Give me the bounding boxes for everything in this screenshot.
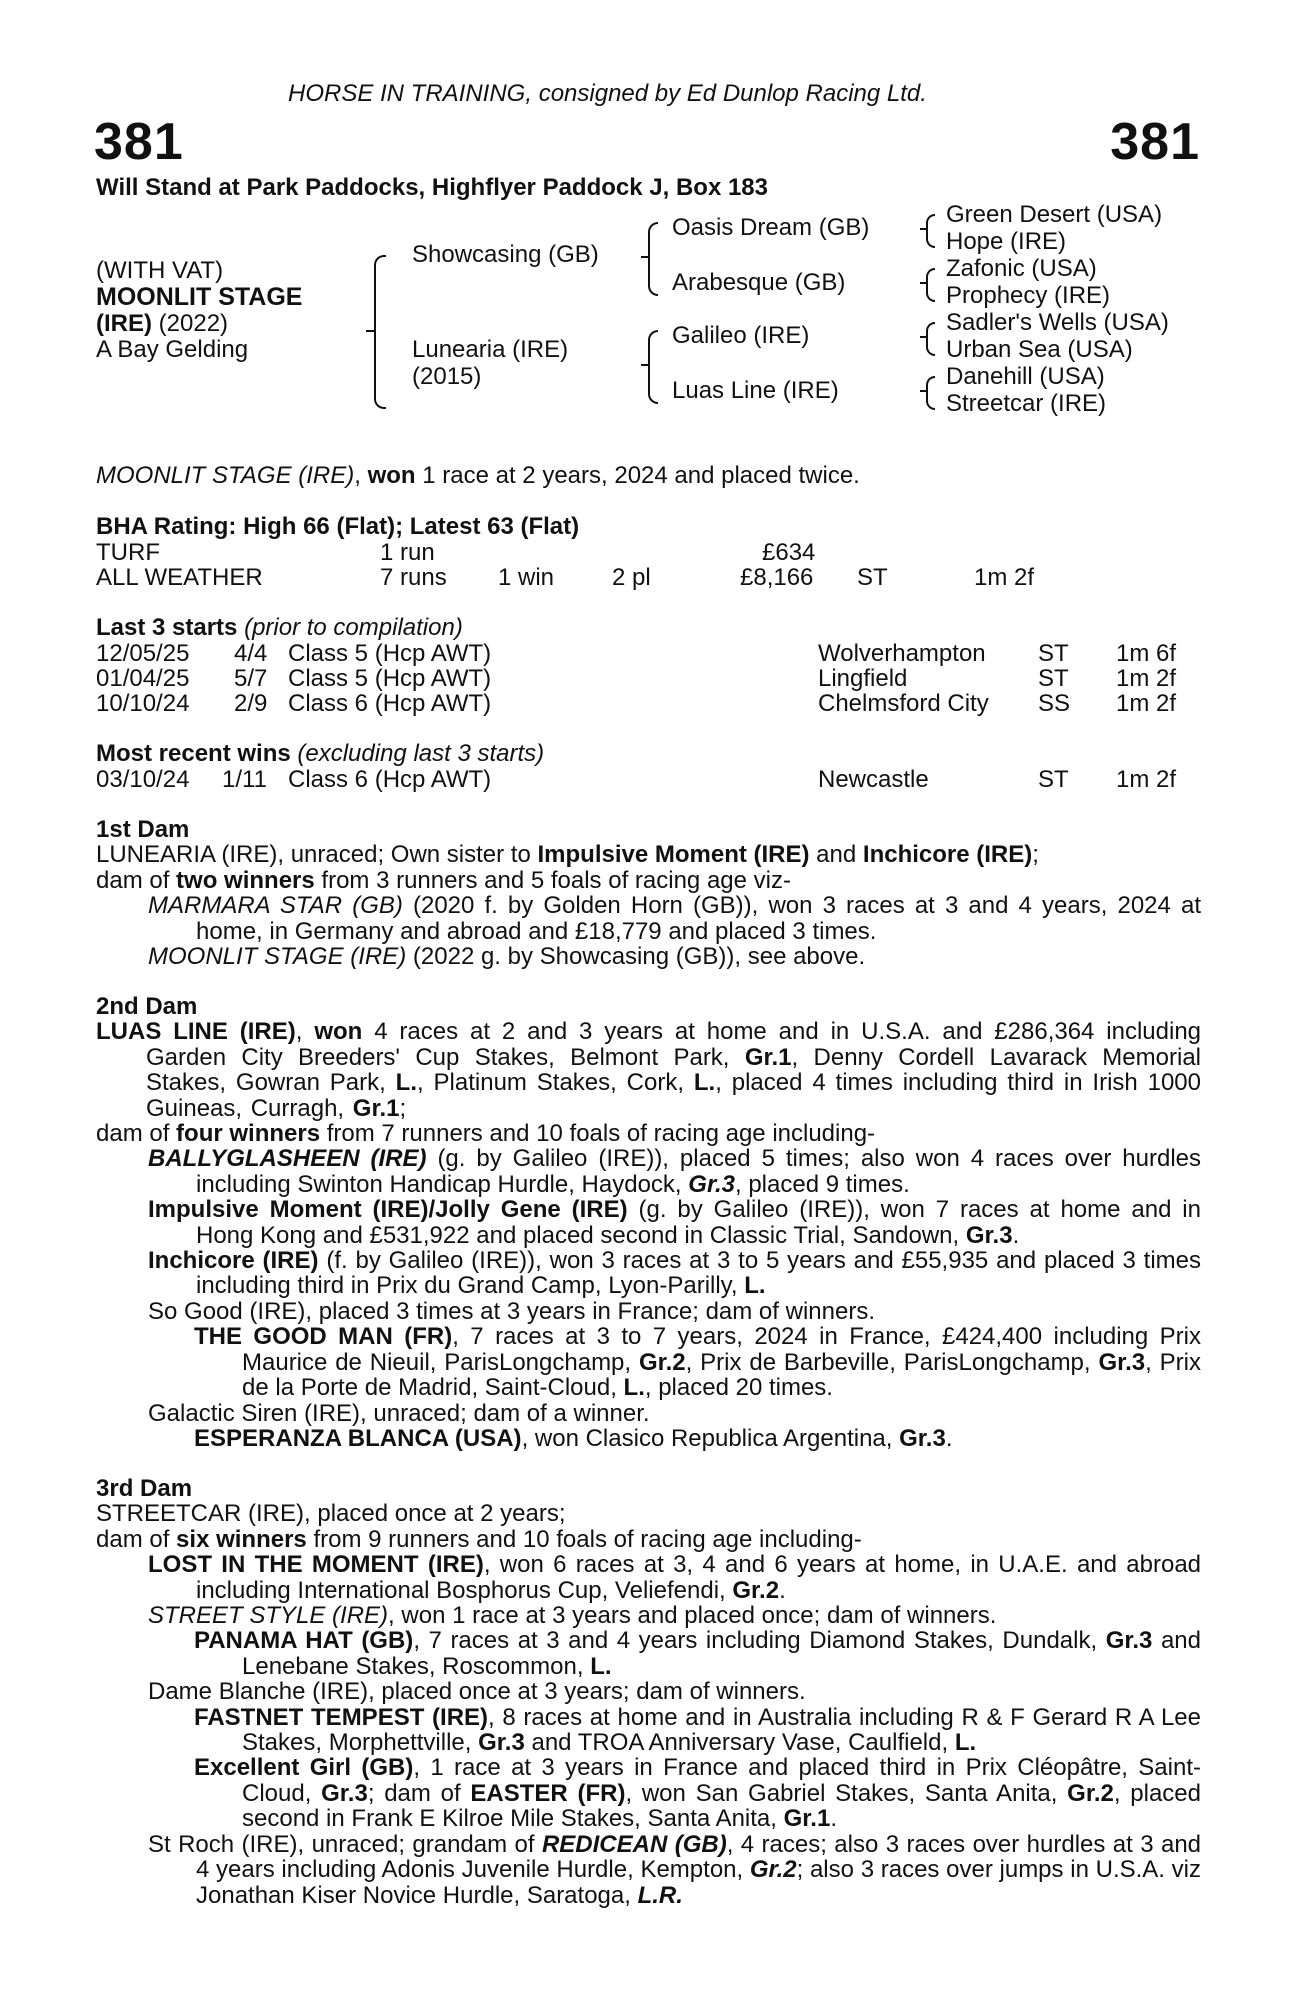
pedigree-brace-g2	[926, 268, 935, 302]
horse-country-year	[96, 311, 228, 337]
last-starts-subtitle: (prior to compilation)	[237, 614, 463, 641]
second-dam-title: 2nd Dam	[96, 993, 198, 1020]
start-surface: SS	[1038, 690, 1071, 717]
third-dam-grandproduce: FASTNET TEMPEST (IRE), 8 races at home and in Australia including R & F Gerard R A Lee Stakes, Morphettville, Gr.3 and TROA Anniversary Vase, Caulfield, L.	[194, 1703, 1201, 1757]
aw-placed: 2 pl	[612, 564, 651, 591]
start-distance: 1m 2f	[1116, 690, 1177, 717]
start-date: 12/05/25	[96, 640, 190, 667]
start-position: 2/9	[234, 690, 268, 717]
pedigree-brace-g2-tip	[920, 282, 927, 284]
pedigree-brace-g4	[926, 376, 935, 410]
third-dam-line2: dam of six winners from 9 runners and 10 foals of racing age including-	[96, 1525, 862, 1553]
win-race: Class 6 (Hcp AWT)	[288, 766, 492, 793]
win-position: 1/11	[222, 766, 267, 793]
third-dam-produce: St Roch (IRE), unraced; grandam of REDICEAN (GB), 4 races; also 3 races over hurdles at 3 and 4 years including Adonis Juvenile Hurdle, Kempton, Gr.2; also 3 races over jumps in U.S.A. viz Jonathan Kiser Novice Hurdle, Saratoga, L.R.	[148, 1830, 1202, 1909]
recent-wins-title: Most recent wins	[96, 740, 291, 767]
pedigree-sire-sire: Oasis Dream (GB)	[672, 214, 870, 241]
start-course: Lingfield	[818, 665, 908, 692]
race-summary: MOONLIT STAGE (IRE), won 1 race at 2 years, 2024 and placed twice.	[96, 462, 860, 489]
pedigree-g1: Green Desert (USA)	[946, 201, 1163, 228]
pedigree-g8: Streetcar (IRE)	[946, 390, 1107, 417]
second-dam-produce: Galactic Siren (IRE), unraced; dam of a winner.	[148, 1399, 650, 1427]
first-dam-produce: MOONLIT STAGE (IRE) (2022 g. by Showcasing (GB)), see above.	[148, 943, 866, 971]
second-dam-record: LUAS LINE (IRE), won 4 races at 2 and 3 years at home and in U.S.A. and £286,364 including Garden City Breeders' Cup Stakes, Belmont Park, Gr.1, Denny Cordell Lavarack Memorial Stakes, Gowran Park, L., Platinum Stakes, Cork, L., placed 4 times including third in Irish 1000 Guineas, Curragh, Gr.1;	[96, 1018, 1202, 1122]
horse-year: (2022)	[152, 310, 229, 337]
second-dam-produce: So Good (IRE), placed 3 times at 3 years in France; dam of winners.	[148, 1297, 875, 1325]
pedigree-sire-dam: Arabesque (GB)	[672, 269, 846, 296]
first-dam-produce: MARMARA STAR (GB) (2020 f. by Golden Horn (GB)), won 3 races at 3 and 4 years, 2024 at home, in Germany and abroad and £18,779 and placed 3 times.	[148, 892, 1201, 945]
second-dam-grandproduce: THE GOOD MAN (FR), 7 races at 3 to 7 years, 2024 in France, £424,400 including Prix Maurice de Nieuil, ParisLongchamp, Gr.2, Prix de Barbeville, ParisLongchamp, Gr.3, Prix de la Porte de Madrid, Saint-Cloud, L., placed 20 times.	[194, 1323, 1201, 1402]
start-course: Chelmsford City	[818, 690, 989, 717]
pedigree-brace-dam-tip	[641, 364, 649, 366]
first-dam-line2: dam of two winners from 3 runners and 5 foals of racing age viz-	[96, 866, 791, 894]
pedigree-g2: Hope (IRE)	[946, 228, 1067, 255]
pedigree-g6: Urban Sea (USA)	[946, 336, 1133, 363]
pedigree-dam-year: (2015)	[412, 363, 482, 390]
third-dam-line1: STREETCAR (IRE), placed once at 2 years;	[96, 1500, 566, 1528]
second-dam-line2: dam of four winners from 7 runners and 10 foals of racing age including-	[96, 1120, 876, 1148]
start-position: 5/7	[234, 665, 268, 692]
start-date: 01/04/25	[96, 665, 190, 692]
aw-surface: ST	[857, 564, 888, 591]
second-dam-grandproduce: ESPERANZA BLANCA (USA), won Clasico Republica Argentina, Gr.3.	[194, 1424, 953, 1452]
start-position: 4/4	[234, 640, 268, 667]
pedigree-g3: Zafonic (USA)	[946, 255, 1097, 282]
turf-runs: 1 run	[380, 539, 435, 566]
first-dam-title: 1st Dam	[96, 816, 190, 843]
last-starts-title: Last 3 starts	[96, 614, 238, 641]
last-starts-heading	[96, 615, 463, 641]
start-surface: ST	[1038, 665, 1069, 692]
summary-won: won	[367, 462, 416, 489]
recent-wins-heading	[96, 741, 544, 767]
lot-number-left: 381	[94, 113, 184, 171]
lot-number-right: 381	[1110, 113, 1200, 171]
pedigree-sire: Showcasing (GB)	[412, 241, 599, 268]
horse-name: MOONLIT STAGE	[96, 283, 303, 311]
pedigree-g7: Danehill (USA)	[946, 363, 1105, 390]
start-surface: ST	[1038, 640, 1069, 667]
start-distance: 1m 2f	[1116, 665, 1177, 692]
third-dam-section	[96, 1476, 1201, 1908]
start-race: Class 6 (Hcp AWT)	[288, 690, 492, 717]
second-dam-section	[96, 994, 1201, 1451]
stand-location: Will Stand at Park Paddocks, Highflyer Paddock J, Box 183	[96, 174, 768, 201]
second-dam-produce: BALLYGLASHEEN (IRE) (g. by Galileo (IRE)), placed 5 times; also won 4 races over hurdles including Swinton Handicap Hurdle, Haydock, Gr.3, placed 9 times.	[148, 1145, 1202, 1198]
start-date: 10/10/24	[96, 690, 190, 717]
win-distance: 1m 2f	[1116, 766, 1177, 793]
start-race: Class 5 (Hcp AWT)	[288, 640, 492, 667]
pedigree-brace-dam	[648, 330, 658, 404]
horse-description: A Bay Gelding	[96, 336, 249, 363]
vat-note: (WITH VAT)	[96, 257, 224, 284]
pedigree-brace-g4-tip	[920, 390, 927, 392]
pedigree-brace-g3	[926, 322, 935, 356]
third-dam-produce: STREET STYLE (IRE), won 1 race at 3 years and placed once; dam of winners.	[148, 1602, 997, 1630]
pedigree-brace-main-tip	[366, 330, 376, 332]
summary-rest: 1 race at 2 years, 2024 and placed twice.	[415, 462, 860, 489]
pedigree-dam-dam: Luas Line (IRE)	[672, 377, 839, 404]
aw-money: £8,166	[740, 564, 814, 591]
start-distance: 1m 6f	[1116, 640, 1177, 667]
start-race: Class 5 (Hcp AWT)	[288, 665, 492, 692]
pedigree-brace-g1	[926, 214, 935, 248]
pedigree-g4: Prophecy (IRE)	[946, 282, 1111, 309]
second-dam-produce: Impulsive Moment (IRE)/Jolly Gene (IRE) (g. by Galileo (IRE)), won 7 races at home and in Hong Kong and £531,922 and placed second in Classic Trial, Sandown, Gr.3.	[148, 1196, 1201, 1249]
turf-label: TURF	[96, 539, 160, 566]
pedigree-g5: Sadler's Wells (USA)	[946, 309, 1169, 336]
third-dam-grandproduce: PANAMA HAT (GB), 7 races at 3 and 4 years including Diamond Stakes, Dundalk, Gr.3 and Lenebane Stakes, Roscommon, L.	[194, 1627, 1202, 1680]
horse-country: (IRE)	[96, 310, 152, 337]
bha-rating: BHA Rating: High 66 (Flat); Latest 63 (Flat)	[96, 513, 580, 540]
win-date: 03/10/24	[96, 766, 190, 793]
third-dam-produce: LOST IN THE MOMENT (IRE), won 6 races at 3, 4 and 6 years at home, in U.A.E. and abroad including International Bosphorus Cup, Veliefendi, Gr.2.	[148, 1551, 1202, 1604]
pedigree-brace-g3-tip	[920, 336, 927, 338]
third-dam-grandproduce: Excellent Girl (GB), 1 race at 3 years in France and placed third in Prix Cléopâtre, Saint-Cloud, Gr.3; dam of EASTER (FR), won San Gabriel Stakes, Santa Anita, Gr.2, placed second in Frank E Kilroe Mile Stakes, Santa Anita, Gr.1.	[194, 1754, 1201, 1833]
pedigree-brace-main	[374, 255, 386, 409]
aw-distance: 1m 2f	[974, 564, 1035, 591]
win-course: Newcastle	[818, 766, 929, 793]
aw-runs: 7 runs	[380, 564, 447, 591]
turf-money: £634	[762, 539, 816, 566]
first-dam-line1: LUNEARIA (IRE), unraced; Own sister to Impulsive Moment (IRE) and Inchicore (IRE);	[96, 841, 1039, 869]
third-dam-title: 3rd Dam	[96, 1475, 193, 1502]
second-dam-produce: Inchicore (IRE) (f. by Galileo (IRE)), won 3 races at 3 to 5 years and £55,935 and placed 3 times including third in Prix du Grand Camp, Lyon-Parilly, L.	[148, 1247, 1201, 1300]
pedigree-dam-sire: Galileo (IRE)	[672, 322, 810, 349]
summary-horse-name: MOONLIT STAGE (IRE)	[96, 462, 355, 489]
recent-wins-subtitle: (excluding last 3 starts)	[290, 740, 545, 767]
consignment-line: HORSE IN TRAINING, consigned by Ed Dunlop Racing Ltd.	[288, 80, 927, 107]
first-dam-section	[96, 817, 1201, 969]
aw-wins: 1 win	[498, 564, 555, 591]
pedigree-brace-sire-tip	[641, 256, 649, 258]
pedigree-brace-g1-tip	[920, 228, 927, 230]
third-dam-produce: Dame Blanche (IRE), placed once at 3 years; dam of winners.	[148, 1678, 806, 1706]
win-surface: ST	[1038, 766, 1069, 793]
pedigree-dam: Lunearia (IRE)	[412, 336, 569, 363]
start-course: Wolverhampton	[818, 640, 986, 667]
aw-label: ALL WEATHER	[96, 564, 263, 591]
pedigree-brace-sire	[648, 222, 658, 296]
